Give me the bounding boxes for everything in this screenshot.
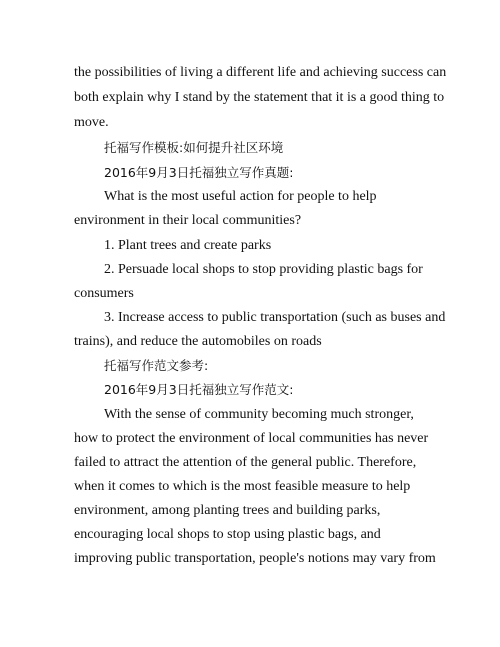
sample-heading: 2016年9月3日托福独立写作范文: <box>104 382 294 397</box>
essay-line: improving public transportation, people's notions may vary from <box>74 551 436 566</box>
essay-line: With the sense of community becoming much stronger, <box>104 407 414 422</box>
template-heading: 托福写作模板:如何提升社区环境 <box>104 140 284 155</box>
paragraph-line: move. <box>74 115 109 130</box>
option-item: 2. Persuade local shops to stop providing plastic bags for <box>104 262 423 277</box>
essay-line: when it comes to which is the most feasible measure to help <box>74 479 411 494</box>
paragraph-line: the possibilities of living a different life and achieving success can <box>74 65 447 80</box>
prompt-heading: 2016年9月3日托福独立写作真题: <box>104 165 294 180</box>
essay-line: environment, among planting trees and building parks, <box>74 503 381 518</box>
paragraph-line: both explain why I stand by the statement that it is a good thing to <box>74 90 445 105</box>
option-item-continuation: consumers <box>74 286 134 301</box>
essay-line: how to protect the environment of local communities has never <box>74 431 429 446</box>
question-line: environment in their local communities? <box>74 213 302 228</box>
question-line: What is the most useful action for people to help <box>104 189 377 204</box>
option-item: 1. Plant trees and create parks <box>104 238 272 253</box>
essay-line: failed to attract the attention of the general public. Therefore, <box>74 455 417 470</box>
reference-heading: 托福写作范文参考: <box>104 358 209 373</box>
option-item-continuation: trains), and reduce the automobiles on roads <box>74 334 322 349</box>
option-item: 3. Increase access to public transportation (such as buses and <box>104 310 446 325</box>
essay-line: encouraging local shops to stop using plastic bags, and <box>74 527 381 542</box>
